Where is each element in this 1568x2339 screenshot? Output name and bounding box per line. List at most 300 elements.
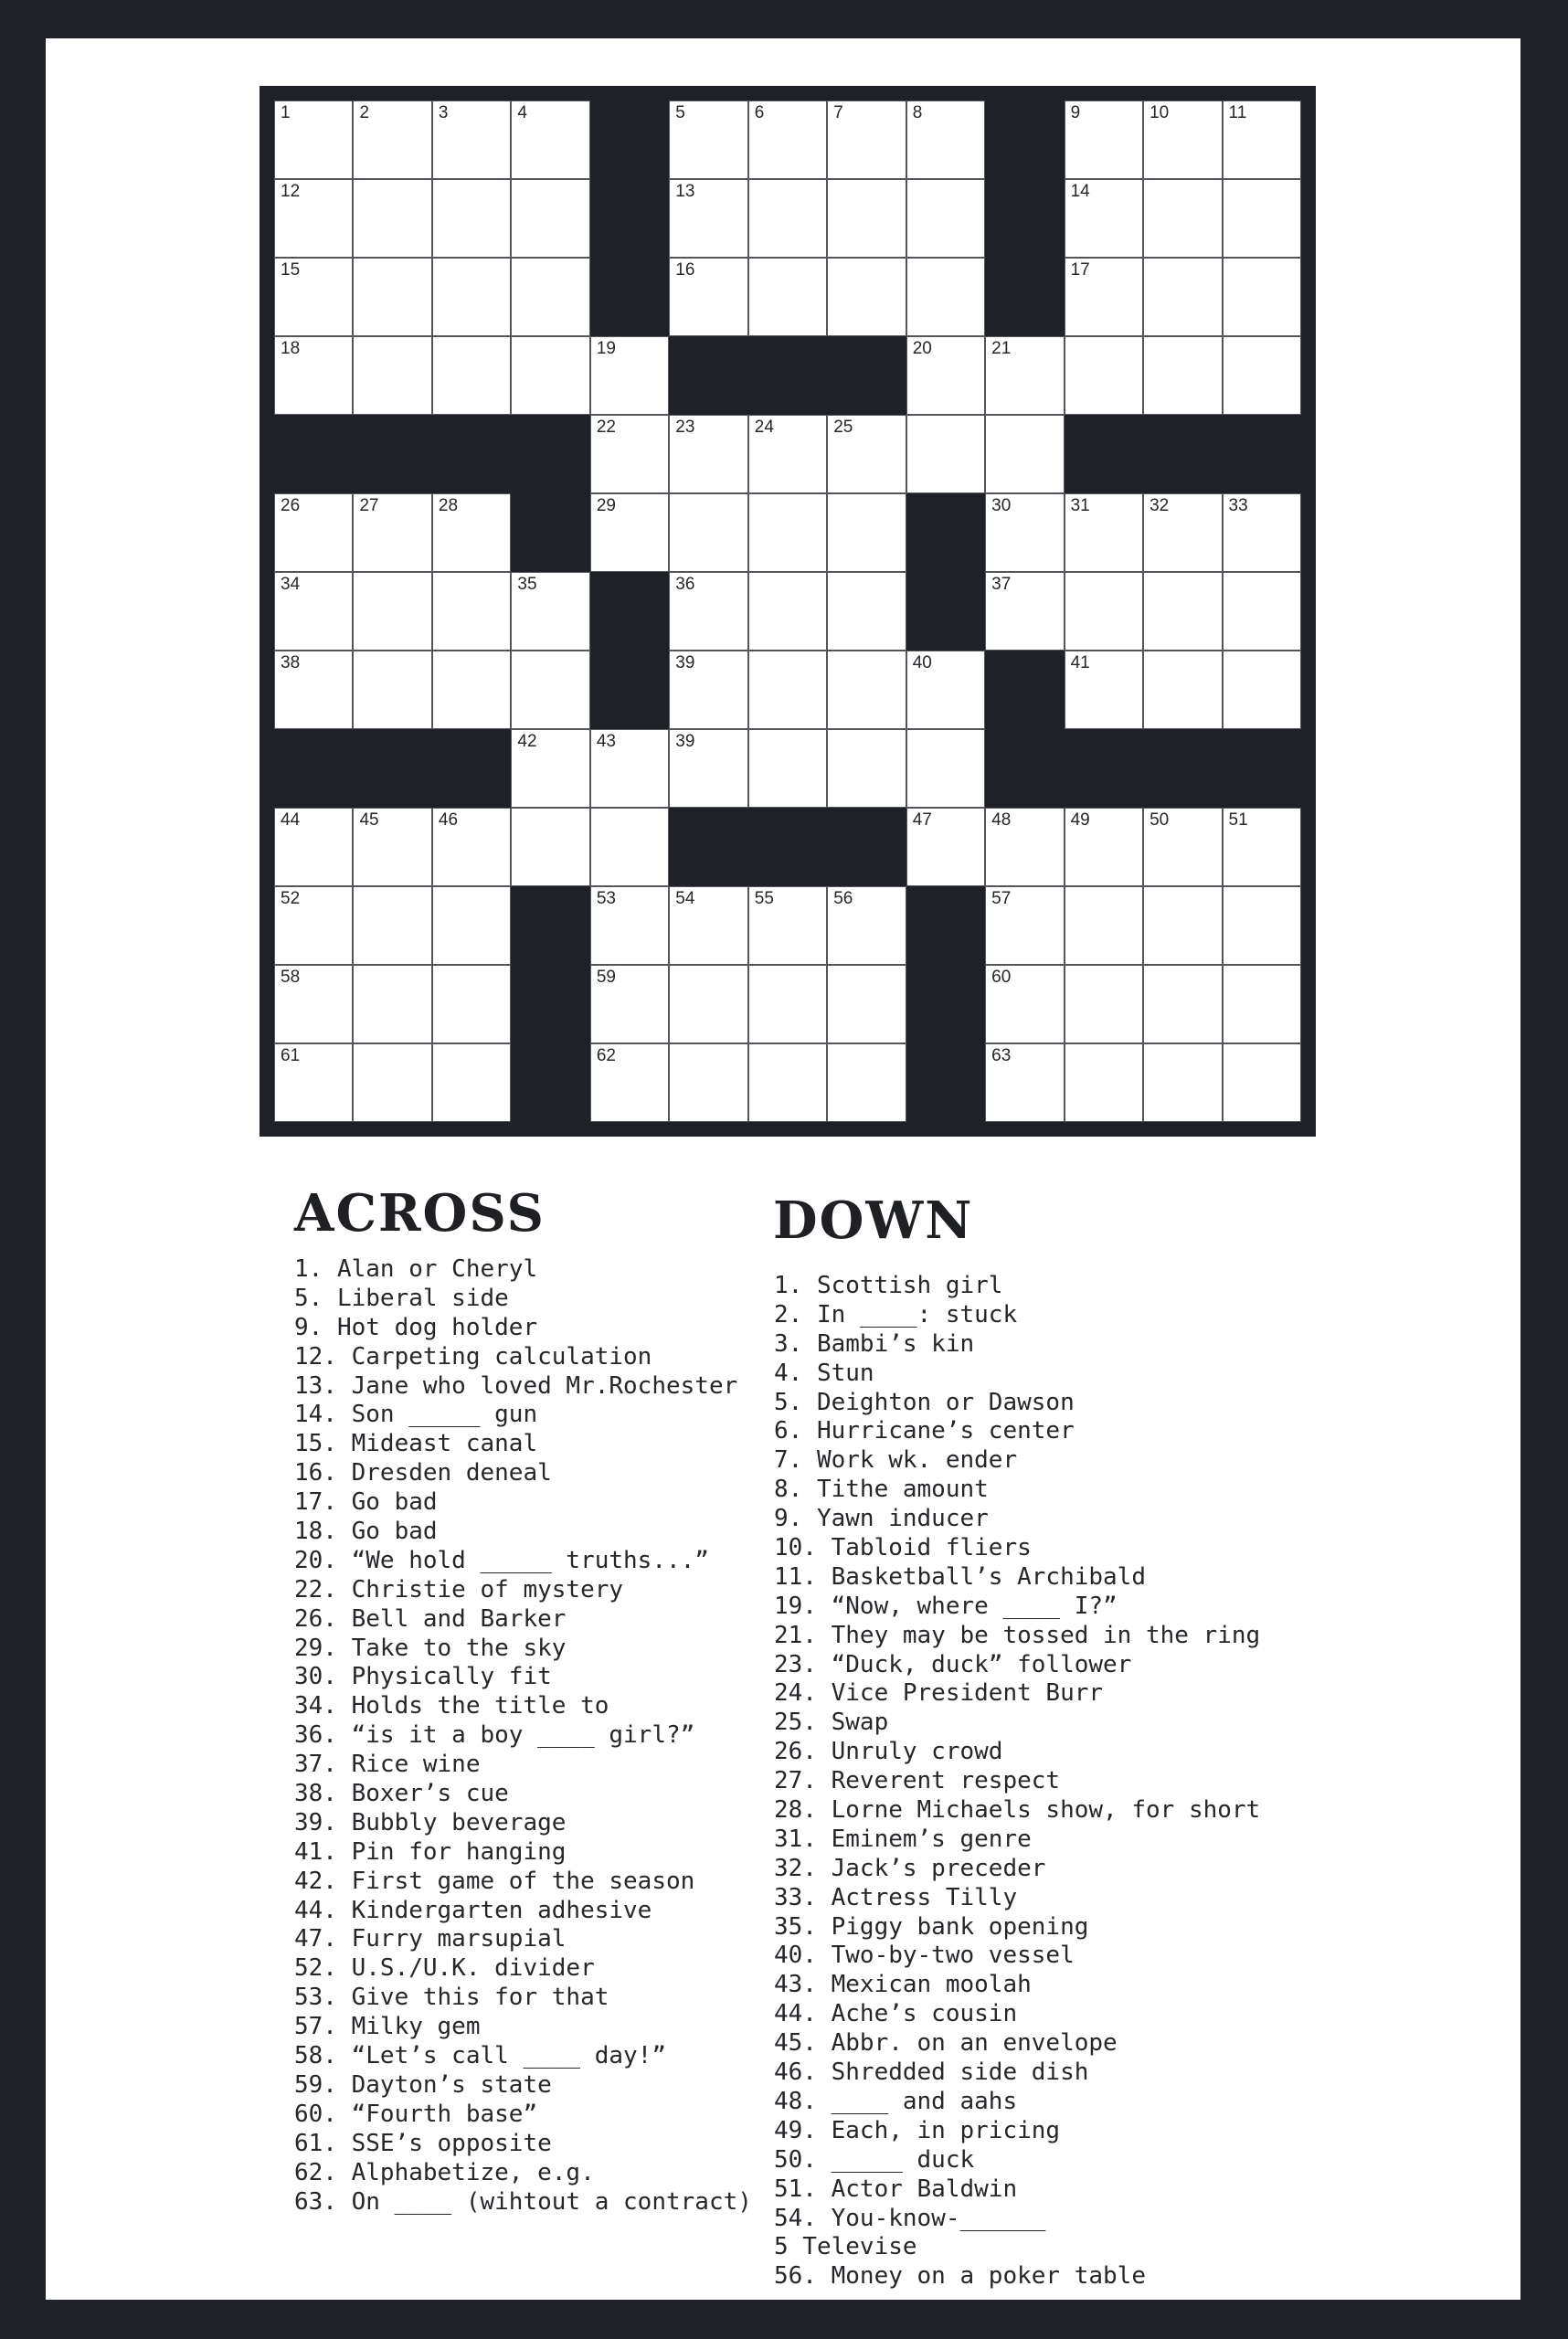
black-cell xyxy=(906,572,985,651)
black-cell xyxy=(1143,415,1222,493)
grid-cell[interactable] xyxy=(748,572,827,651)
grid-cell[interactable] xyxy=(827,179,906,258)
cell-number: 19 xyxy=(596,339,616,358)
down-clue: 1. Scottish girl xyxy=(774,1272,1003,1299)
down-clue: 31. Eminem’s genre xyxy=(774,1825,1032,1853)
grid-cell[interactable] xyxy=(274,886,353,965)
cell-number: 16 xyxy=(675,260,695,280)
down-clue: 24. Vice President Burr xyxy=(774,1679,1104,1708)
grid-cell[interactable] xyxy=(669,572,747,651)
down-clue: 48. ____ and aahs xyxy=(774,2087,1018,2115)
grid-cell[interactable] xyxy=(432,651,511,729)
cell-number: 43 xyxy=(596,732,616,751)
cell-number: 23 xyxy=(675,418,695,437)
down-clue: 54. You-know-______ xyxy=(774,2204,1046,2232)
across-clue: 38. Boxer’s cue xyxy=(294,1780,509,1808)
grid-cell[interactable] xyxy=(827,572,906,651)
grid-cell[interactable] xyxy=(274,179,353,258)
down-clue: 50. _____ duck xyxy=(774,2145,975,2174)
cell-number: 58 xyxy=(281,968,301,987)
grid-cell[interactable] xyxy=(748,729,827,808)
across-clue: 59. Dayton’s state xyxy=(294,2070,552,2099)
cell-number: 10 xyxy=(1150,103,1170,122)
grid-cell[interactable] xyxy=(985,493,1064,572)
black-cell xyxy=(511,493,589,572)
cell-number: 40 xyxy=(912,653,932,672)
grid-cell[interactable] xyxy=(432,572,511,651)
cell-number: 24 xyxy=(754,418,774,437)
cell-number: 2 xyxy=(359,103,370,122)
cell-number: 39 xyxy=(675,653,695,672)
across-clue: 16. Dresden deneal xyxy=(294,1459,552,1487)
down-clue: 2. In ____: stuck xyxy=(774,1300,1018,1328)
grid-cell[interactable] xyxy=(1065,1043,1143,1122)
grid-cell[interactable] xyxy=(827,101,906,179)
grid-cell[interactable] xyxy=(432,336,511,415)
black-cell xyxy=(669,336,747,415)
down-clue: 46. Shredded side dish xyxy=(774,2059,1089,2087)
grid-cell[interactable] xyxy=(827,415,906,493)
down-clue: 43. Mexican moolah xyxy=(774,1971,1032,1999)
across-clue: 34. Holds the title to xyxy=(294,1692,609,1720)
cell-number: 27 xyxy=(359,496,379,515)
grid-cell[interactable] xyxy=(274,493,353,572)
grid-cell[interactable] xyxy=(748,651,827,729)
grid-cell[interactable] xyxy=(1223,336,1301,415)
across-clue: 30. Physically fit xyxy=(294,1663,552,1691)
grid-cell[interactable] xyxy=(1143,572,1222,651)
cell-number: 48 xyxy=(991,810,1012,830)
cell-number: 51 xyxy=(1228,810,1248,830)
down-clue: 27. Reverent respect xyxy=(774,1767,1061,1795)
cell-number: 33 xyxy=(1228,496,1248,515)
cell-number: 61 xyxy=(281,1046,301,1065)
cell-number: 12 xyxy=(281,182,301,201)
cell-number: 63 xyxy=(991,1046,1012,1065)
cell-number: 30 xyxy=(991,496,1012,515)
grid-cell[interactable] xyxy=(985,886,1064,965)
cell-number: 59 xyxy=(596,968,616,987)
grid-cell[interactable] xyxy=(669,493,747,572)
down-clue: 19. “Now, where ____ I?” xyxy=(774,1592,1118,1620)
cell-number: 28 xyxy=(438,496,459,515)
black-cell xyxy=(906,886,985,965)
cell-number: 11 xyxy=(1228,103,1247,122)
across-clue: 22. Christie of mystery xyxy=(294,1575,624,1603)
grid-cell[interactable] xyxy=(511,572,589,651)
grid-cell[interactable] xyxy=(748,415,827,493)
cell-number: 5 xyxy=(675,103,685,122)
across-clue: 17. Go bad xyxy=(294,1488,438,1517)
across-clue: 60. “Fourth base” xyxy=(294,2100,538,2128)
grid-cell[interactable] xyxy=(511,808,589,886)
grid-cell[interactable] xyxy=(274,808,353,886)
grid-cell[interactable] xyxy=(1223,965,1301,1043)
black-cell xyxy=(353,729,431,808)
across-clue: 53. Give this for that xyxy=(294,1984,609,2012)
grid-cell[interactable] xyxy=(511,651,589,729)
grid-cell[interactable] xyxy=(1223,179,1301,258)
grid-cell[interactable] xyxy=(590,1043,669,1122)
grid-cell[interactable] xyxy=(590,336,669,415)
grid-cell[interactable] xyxy=(432,493,511,572)
black-cell xyxy=(1065,729,1143,808)
grid-cell[interactable] xyxy=(590,886,669,965)
grid-cell[interactable] xyxy=(511,336,589,415)
across-clue: 62. Alphabetize, e.g. xyxy=(294,2158,595,2186)
black-cell xyxy=(985,101,1064,179)
black-cell xyxy=(985,258,1064,336)
black-cell xyxy=(590,101,669,179)
cell-number: 45 xyxy=(359,810,379,830)
across-clue-list xyxy=(294,1255,752,2217)
grid-cell[interactable] xyxy=(906,729,985,808)
grid-cell[interactable] xyxy=(353,651,431,729)
grid-cell[interactable] xyxy=(590,808,669,886)
black-cell xyxy=(590,651,669,729)
cell-number: 49 xyxy=(1070,810,1090,830)
grid-cell[interactable] xyxy=(1143,179,1222,258)
down-clue: 51. Actor Baldwin xyxy=(774,2175,1018,2203)
grid-cell[interactable] xyxy=(748,886,827,965)
grid-cell[interactable] xyxy=(1065,965,1143,1043)
across-clue: 57. Milky gem xyxy=(294,2013,481,2041)
across-clue: 13. Jane who loved Mr.Rochester xyxy=(294,1371,738,1400)
down-clue: 25. Swap xyxy=(774,1709,889,1737)
across-clue: 37. Rice wine xyxy=(294,1751,481,1779)
grid-cell[interactable] xyxy=(827,651,906,729)
cell-number: 54 xyxy=(675,889,695,908)
black-cell xyxy=(1223,729,1301,808)
grid-cell[interactable] xyxy=(985,572,1064,651)
down-clue: 28. Lorne Michaels show, for short xyxy=(774,1796,1261,1825)
across-clue: 61. SSE’s opposite xyxy=(294,2129,552,2157)
grid-cell[interactable] xyxy=(432,101,511,179)
across-clue: 42. First game of the season xyxy=(294,1867,695,1895)
black-cell xyxy=(511,886,589,965)
black-cell xyxy=(906,1043,985,1122)
black-cell xyxy=(1065,415,1143,493)
grid-cell[interactable] xyxy=(274,258,353,336)
cell-number: 31 xyxy=(1070,496,1090,515)
grid-cell[interactable] xyxy=(985,415,1064,493)
grid-cell[interactable] xyxy=(590,415,669,493)
grid-cell[interactable] xyxy=(432,258,511,336)
cell-number: 34 xyxy=(281,575,301,594)
grid-cell[interactable] xyxy=(353,886,431,965)
grid-cell[interactable] xyxy=(669,101,747,179)
cell-number: 39 xyxy=(675,732,695,751)
cell-number: 53 xyxy=(596,889,616,908)
down-clue: 56. Money on a poker table xyxy=(774,2262,1146,2291)
across-clue: 63. On ____ (wihtout a contract) xyxy=(294,2187,752,2216)
grid-cell[interactable] xyxy=(590,493,669,572)
across-clue: 18. Go bad xyxy=(294,1518,438,1546)
grid-cell[interactable] xyxy=(748,965,827,1043)
grid-cell[interactable] xyxy=(511,258,589,336)
down-clue: 40. Two-by-two vessel xyxy=(774,1942,1075,1970)
black-cell xyxy=(985,651,1064,729)
down-clue: 9. Yawn inducer xyxy=(774,1505,989,1533)
grid-cell[interactable] xyxy=(353,101,431,179)
crossword-grid-cells xyxy=(274,101,1301,1122)
grid-cell[interactable] xyxy=(748,258,827,336)
grid-cell[interactable] xyxy=(1223,572,1301,651)
grid-cell[interactable] xyxy=(748,493,827,572)
grid-cell[interactable] xyxy=(985,336,1064,415)
grid-cell[interactable] xyxy=(1223,886,1301,965)
grid-cell[interactable] xyxy=(353,808,431,886)
black-cell xyxy=(511,415,589,493)
black-cell xyxy=(669,808,747,886)
grid-cell[interactable] xyxy=(1065,101,1143,179)
black-cell xyxy=(906,493,985,572)
cell-number: 46 xyxy=(438,810,459,830)
cell-number: 60 xyxy=(991,968,1012,987)
grid-cell[interactable] xyxy=(906,336,985,415)
black-cell xyxy=(590,258,669,336)
black-cell xyxy=(985,729,1064,808)
across-clue: 5. Liberal side xyxy=(294,1284,509,1312)
grid-cell[interactable] xyxy=(906,101,985,179)
grid-cell[interactable] xyxy=(1143,965,1222,1043)
grid-cell[interactable] xyxy=(669,258,747,336)
grid-cell[interactable] xyxy=(748,179,827,258)
grid-cell[interactable] xyxy=(1223,808,1301,886)
grid-cell[interactable] xyxy=(511,101,589,179)
down-clue: 26. Unruly crowd xyxy=(774,1738,1003,1766)
cell-number: 17 xyxy=(1070,260,1090,280)
across-clue: 12. Carpeting calculation xyxy=(294,1342,652,1371)
cell-number: 9 xyxy=(1070,103,1081,122)
grid-cell[interactable] xyxy=(669,965,747,1043)
grid-cell[interactable] xyxy=(827,886,906,965)
grid-cell[interactable] xyxy=(669,729,747,808)
black-cell xyxy=(353,415,431,493)
grid-cell[interactable] xyxy=(353,965,431,1043)
grid-cell[interactable] xyxy=(748,101,827,179)
grid-cell[interactable] xyxy=(353,179,431,258)
black-cell xyxy=(906,965,985,1043)
cell-number: 1 xyxy=(281,103,291,122)
grid-cell[interactable] xyxy=(1065,572,1143,651)
down-clue: 7. Work wk. ender xyxy=(774,1446,1018,1475)
black-cell xyxy=(748,808,827,886)
grid-cell[interactable] xyxy=(906,258,985,336)
down-clue: 10. Tabloid fliers xyxy=(774,1534,1032,1562)
grid-cell[interactable] xyxy=(511,729,589,808)
grid-cell[interactable] xyxy=(432,808,511,886)
down-clue: 5 Televise xyxy=(774,2233,917,2261)
grid-cell[interactable] xyxy=(353,493,431,572)
black-cell xyxy=(827,808,906,886)
cell-number: 8 xyxy=(912,103,923,122)
grid-cell[interactable] xyxy=(669,886,747,965)
cell-number: 7 xyxy=(833,103,843,122)
black-cell xyxy=(985,179,1064,258)
grid-cell[interactable] xyxy=(1143,493,1222,572)
cell-number: 14 xyxy=(1070,182,1090,201)
across-clue: 47. Furry marsupial xyxy=(294,1925,567,1953)
down-heading: DOWN xyxy=(773,1191,974,1251)
grid-cell[interactable] xyxy=(1143,336,1222,415)
grid-cell[interactable] xyxy=(827,493,906,572)
grid-cell[interactable] xyxy=(669,1043,747,1122)
grid-cell[interactable] xyxy=(1143,101,1222,179)
cell-number: 29 xyxy=(596,496,616,515)
black-cell xyxy=(748,336,827,415)
across-clue: 15. Mideast canal xyxy=(294,1430,538,1458)
grid-cell[interactable] xyxy=(1065,493,1143,572)
cell-number: 20 xyxy=(912,339,932,358)
grid-cell[interactable] xyxy=(1223,258,1301,336)
grid-cell[interactable] xyxy=(1143,258,1222,336)
grid-cell[interactable] xyxy=(748,1043,827,1122)
cell-number: 62 xyxy=(596,1046,616,1065)
down-clue: 35. Piggy bank opening xyxy=(774,1912,1089,1941)
grid-cell[interactable] xyxy=(1223,493,1301,572)
cell-number: 4 xyxy=(517,103,527,122)
down-clue: 5. Deighton or Dawson xyxy=(774,1388,1075,1416)
grid-cell[interactable] xyxy=(432,886,511,965)
cell-number: 36 xyxy=(675,575,695,594)
grid-cell[interactable] xyxy=(985,808,1064,886)
grid-cell[interactable] xyxy=(511,179,589,258)
grid-cell[interactable] xyxy=(827,1043,906,1122)
cell-number: 55 xyxy=(754,889,774,908)
crossword-grid xyxy=(260,86,1316,1137)
grid-cell[interactable] xyxy=(827,258,906,336)
across-clue: 44. Kindergarten adhesive xyxy=(294,1896,652,1924)
grid-cell[interactable] xyxy=(1223,101,1301,179)
grid-cell[interactable] xyxy=(985,965,1064,1043)
grid-cell[interactable] xyxy=(985,1043,1064,1122)
grid-cell[interactable] xyxy=(1223,1043,1301,1122)
down-clue: 4. Stun xyxy=(774,1359,874,1387)
black-cell xyxy=(1223,415,1301,493)
grid-cell[interactable] xyxy=(274,651,353,729)
down-clue: 3. Bambi’s kin xyxy=(774,1329,975,1358)
grid-cell[interactable] xyxy=(669,651,747,729)
black-cell xyxy=(511,965,589,1043)
cell-number: 18 xyxy=(281,339,301,358)
across-clue: 36. “is it a boy ____ girl?” xyxy=(294,1721,695,1750)
cell-number: 22 xyxy=(596,418,616,437)
grid-cell[interactable] xyxy=(590,729,669,808)
grid-cell[interactable] xyxy=(1143,886,1222,965)
cell-number: 25 xyxy=(833,418,853,437)
cell-number: 44 xyxy=(281,810,301,830)
black-cell xyxy=(827,336,906,415)
grid-cell[interactable] xyxy=(906,179,985,258)
grid-cell[interactable] xyxy=(1143,808,1222,886)
cell-number: 21 xyxy=(991,339,1012,358)
grid-cell[interactable] xyxy=(906,415,985,493)
down-clue-list xyxy=(774,1272,1260,2291)
grid-cell[interactable] xyxy=(353,1043,431,1122)
down-clue: 6. Hurricane’s center xyxy=(774,1417,1075,1445)
across-clue: 58. “Let’s call ____ day!” xyxy=(294,2042,666,2070)
black-cell xyxy=(590,179,669,258)
across-clue: 9. Hot dog holder xyxy=(294,1313,538,1341)
grid-cell[interactable] xyxy=(906,651,985,729)
grid-cell[interactable] xyxy=(1065,808,1143,886)
down-clue: 45. Abbr. on an envelope xyxy=(774,2029,1118,2058)
grid-cell[interactable] xyxy=(669,415,747,493)
grid-cell[interactable] xyxy=(274,1043,353,1122)
grid-cell[interactable] xyxy=(827,965,906,1043)
grid-cell[interactable] xyxy=(1065,886,1143,965)
grid-cell[interactable] xyxy=(1143,651,1222,729)
grid-cell[interactable] xyxy=(274,101,353,179)
grid-cell[interactable] xyxy=(274,965,353,1043)
cell-number: 3 xyxy=(438,103,449,122)
cell-number: 32 xyxy=(1150,496,1170,515)
grid-cell[interactable] xyxy=(590,965,669,1043)
cell-number: 26 xyxy=(281,496,301,515)
grid-cell[interactable] xyxy=(1065,651,1143,729)
cell-number: 50 xyxy=(1150,810,1170,830)
black-cell xyxy=(511,1043,589,1122)
down-clue: 21. They may be tossed in the ring xyxy=(774,1621,1261,1649)
down-clue: 44. Ache’s cousin xyxy=(774,2000,1018,2028)
puzzle-page xyxy=(46,38,1520,2300)
across-heading: ACROSS xyxy=(294,1183,546,1244)
black-cell xyxy=(590,572,669,651)
cell-number: 15 xyxy=(281,260,301,280)
cell-number: 35 xyxy=(517,575,537,594)
black-cell xyxy=(432,415,511,493)
grid-cell[interactable] xyxy=(827,729,906,808)
down-clue: 33. Actress Tilly xyxy=(774,1883,1018,1911)
grid-cell[interactable] xyxy=(274,336,353,415)
black-cell xyxy=(274,415,353,493)
grid-cell[interactable] xyxy=(1065,258,1143,336)
across-clue: 26. Bell and Barker xyxy=(294,1604,567,1633)
grid-cell[interactable] xyxy=(1143,1043,1222,1122)
down-clue: 8. Tithe amount xyxy=(774,1476,989,1504)
grid-cell[interactable] xyxy=(353,258,431,336)
grid-cell[interactable] xyxy=(1065,179,1143,258)
across-clue: 39. Bubbly beverage xyxy=(294,1808,567,1836)
across-clue: 29. Take to the sky xyxy=(294,1634,567,1662)
cell-number: 42 xyxy=(517,732,537,751)
grid-cell[interactable] xyxy=(1223,651,1301,729)
cell-number: 6 xyxy=(754,103,765,122)
across-clue: 1. Alan or Cheryl xyxy=(294,1255,538,1283)
down-clue: 49. Each, in pricing xyxy=(774,2116,1061,2144)
grid-cell[interactable] xyxy=(669,179,747,258)
grid-cell[interactable] xyxy=(274,572,353,651)
grid-cell[interactable] xyxy=(353,572,431,651)
cell-number: 56 xyxy=(833,889,853,908)
grid-cell[interactable] xyxy=(353,336,431,415)
grid-cell[interactable] xyxy=(432,179,511,258)
cell-number: 38 xyxy=(281,653,301,672)
grid-cell[interactable] xyxy=(906,808,985,886)
down-clue: 11. Basketball’s Archibald xyxy=(774,1562,1146,1591)
cell-number: 57 xyxy=(991,889,1012,908)
grid-cell[interactable] xyxy=(432,965,511,1043)
across-clue: 20. “We hold _____ truths...” xyxy=(294,1546,709,1574)
grid-cell[interactable] xyxy=(1065,336,1143,415)
cell-number: 41 xyxy=(1070,653,1090,672)
black-cell xyxy=(432,729,511,808)
cell-number: 47 xyxy=(912,810,932,830)
cell-number: 13 xyxy=(675,182,695,201)
grid-cell[interactable] xyxy=(432,1043,511,1122)
across-clue: 14. Son _____ gun xyxy=(294,1401,538,1429)
